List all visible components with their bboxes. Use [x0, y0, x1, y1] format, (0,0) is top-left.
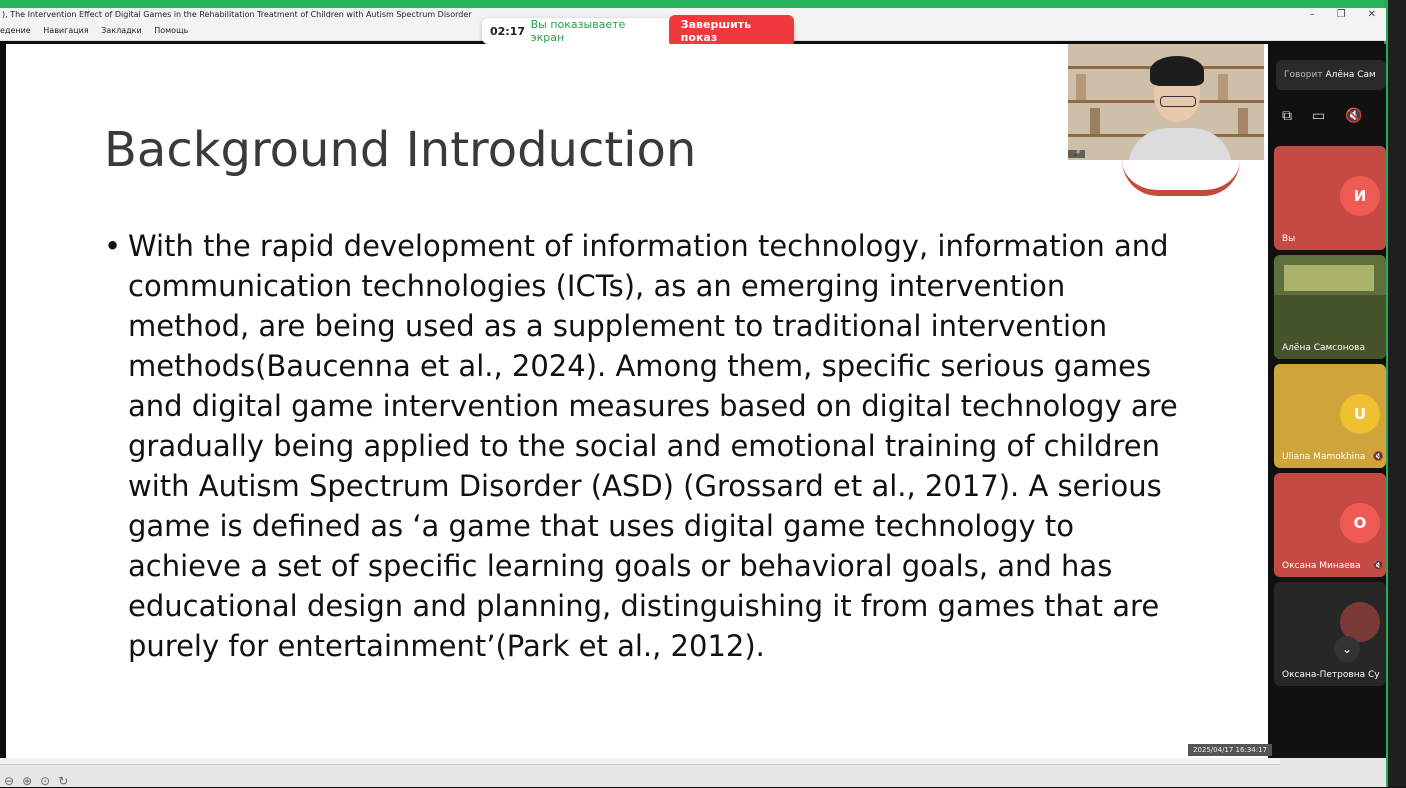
participant-name: Uliana Mamokhina: [1282, 452, 1366, 462]
participant-name: Алёна Самсонова: [1282, 343, 1365, 353]
share-timer: 02:17: [490, 24, 526, 38]
panel-controls: [1282, 108, 1363, 124]
stop-sharing-button[interactable]: Завершить показ: [669, 15, 794, 47]
slide-title: Background Introduction: [104, 122, 697, 178]
mic-muted-icon: 🔇: [1372, 561, 1384, 571]
menu-bookmarks[interactable]: Закладки: [101, 26, 142, 35]
participant-name: Вы: [1282, 234, 1296, 244]
active-speaker-indicator: [1276, 60, 1386, 90]
recording-timestamp: 2025/04/17 16:34:17: [1188, 744, 1272, 756]
rotate-icon[interactable]: ↻: [58, 774, 69, 788]
room-video: [1284, 265, 1374, 291]
book: [1076, 74, 1086, 100]
participant-tile[interactable]: [1274, 473, 1386, 577]
zoom-in-icon[interactable]: ⊕: [22, 774, 33, 788]
share-status: Вы показываете экран: [530, 18, 626, 44]
presenter-video[interactable]: [1068, 44, 1264, 160]
participant-name: Оксана Минаева: [1282, 561, 1361, 571]
participant-tile[interactable]: [1274, 364, 1386, 468]
avatar: U: [1340, 394, 1380, 434]
participant-tile[interactable]: [1274, 255, 1386, 359]
slide-bullet: [104, 226, 1184, 666]
speaker-prefix: Говорит: [1284, 70, 1323, 80]
layout-icon[interactable]: ▭: [1312, 108, 1326, 124]
bullet-icon: •: [104, 229, 122, 263]
horizontal-scrollbar[interactable]: [0, 758, 1280, 765]
glasses: [1160, 96, 1196, 107]
mic-icon: 🎤: [1068, 150, 1085, 158]
minimize-icon[interactable]: –: [1309, 9, 1315, 20]
participant-tile[interactable]: [1274, 582, 1386, 686]
viewer-bottom-toolbar: [0, 758, 1386, 787]
participant-tile-self[interactable]: [1274, 146, 1386, 250]
presenter-body: [1128, 128, 1232, 160]
window-title: ), The Intervention Effect of Digital Games in the Rehabilitation Treatment of Children with Autism Spectrum Disorder: [2, 10, 472, 19]
book: [1090, 108, 1100, 134]
mic-muted-icon: 🔇: [1372, 452, 1384, 462]
presenter-hair: [1150, 56, 1204, 86]
book: [1238, 108, 1248, 134]
fit-page-icon[interactable]: ⊙: [40, 774, 51, 788]
speaker-name: Алёна Сам: [1325, 70, 1376, 80]
participant-name: Оксана-Петровна Су: [1282, 670, 1380, 680]
zoom-out-icon[interactable]: ⊖: [4, 774, 15, 788]
university-seal: [1122, 160, 1240, 196]
menu-navigation[interactable]: Навигация: [43, 26, 89, 35]
window-frame-right: [1384, 0, 1406, 787]
menu-help[interactable]: Помощь: [154, 26, 189, 35]
menu-view[interactable]: едение: [0, 26, 31, 35]
close-icon[interactable]: ✕: [1367, 9, 1376, 20]
window-frame-top: [0, 0, 1406, 8]
avatar: О: [1340, 503, 1380, 543]
maximize-icon[interactable]: ❐: [1336, 9, 1346, 20]
bullet-text: With the rapid development of information technology, information and communication technologies (ICTs), as an emerging intervention method, are being used as a supplement to traditional intervention methods(Baucenna et al., 2024). Among them, specific serious games and digital game intervention measures based on digital technology are gradually being applied to the social and emotional training of children with Autism Spectrum Disorder (ASD) (Grossard et al., 2017). A serious game is defined as ‘a game that uses digital game technology to achieve a set of specific learning goals or behavioral goals, and has educational design and planning, distinguishing it from games that are purely for entertainment’(Park et al., 2012).: [128, 229, 1178, 663]
book: [1218, 74, 1228, 100]
screen-share-bar: [482, 18, 794, 44]
mute-icon[interactable]: 🔇: [1345, 108, 1363, 124]
chevron-down-icon[interactable]: ⌄: [1334, 636, 1360, 662]
avatar: И: [1340, 176, 1380, 216]
screen-share-icon[interactable]: ⧉: [1282, 108, 1292, 124]
